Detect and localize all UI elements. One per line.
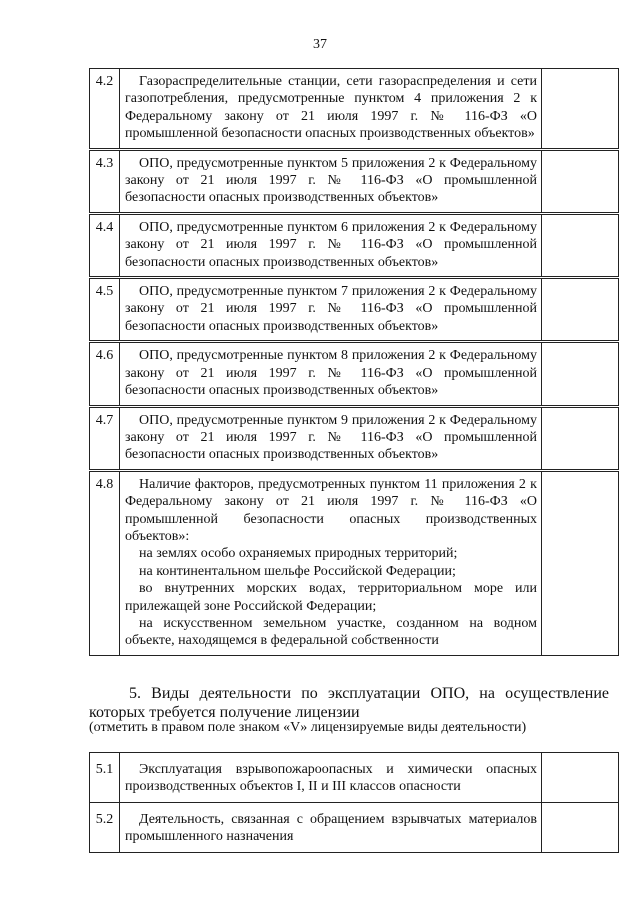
table-row: [90, 753, 619, 803]
mark-cell[interactable]: [542, 342, 619, 406]
row-number: 4.3: [90, 149, 120, 213]
row-number: 4.4: [90, 213, 120, 277]
row-text: ОПО, предусмотренные пунктом 5 приложения 2 к Федеральному закону от 21 июля 1997 г. № 116-ФЗ «О промышленной безопасности опасных производственных объектов»: [120, 149, 542, 213]
table-row: [90, 470, 619, 655]
row-number: 4.8: [90, 470, 120, 655]
row-number: 4.2: [90, 69, 120, 150]
mark-cell[interactable]: [542, 802, 619, 852]
table-row: [90, 69, 619, 150]
mark-cell[interactable]: [542, 753, 619, 803]
row-text: ОПО, предусмотренные пунктом 8 приложения 2 к Федеральному закону от 21 июля 1997 г. № 116-ФЗ «О промышленной безопасности опасных производственных объектов»: [120, 342, 542, 406]
row-text: Эксплуатация взрывопожароопасных и химически опасных производственных объектов I, II и III классов опасности: [120, 753, 542, 803]
table-row: [90, 213, 619, 277]
licensed-activities-table: [89, 752, 619, 853]
mark-cell[interactable]: [542, 213, 619, 277]
row-subitem: на землях особо охраняемых природных территорий;: [139, 546, 458, 562]
row-number: 5.2: [90, 802, 120, 852]
mark-cell[interactable]: [542, 470, 619, 655]
section-note: (отметить в правом поле знаком «V» лицензируемые виды деятельности): [89, 720, 527, 735]
mark-cell[interactable]: [542, 406, 619, 470]
mark-cell[interactable]: [542, 69, 619, 150]
row-number: 4.7: [90, 406, 120, 470]
row-subitem: на искусственном земельном участке, созданном на водном объекте, находящемся в федеральной собственности: [125, 615, 537, 649]
row-number: 5.1: [90, 753, 120, 803]
table-row: [90, 278, 619, 342]
page-number: 37: [313, 37, 327, 52]
row-text: Деятельность, связанная с обращением взрывчатых материалов промышленного назначения: [120, 802, 542, 852]
row-number: 4.5: [90, 278, 120, 342]
table-row: [90, 149, 619, 213]
row-text-intro: Наличие факторов, предусмотренных пунктом 11 приложения 2 к Федеральному закону от 21 июля 1997 г. № 116-ФЗ «О промышленной безопасности опасных производственных объектов»:: [125, 476, 537, 544]
row-text: ОПО, предусмотренные пунктом 7 приложения 2 к Федеральному закону от 21 июля 1997 г. № 116-ФЗ «О промышленной безопасности опасных производственных объектов»: [120, 278, 542, 342]
license-objects-table: [89, 68, 619, 656]
row-text: Газораспределительные станции, сети газораспределения и сети газопотребления, предусмотренные пунктом 4 приложения 2 к Федеральному закону от 21 июля 1997 г. № 116-ФЗ «О промышленной безопасности опасных производственных объектов»: [120, 69, 542, 150]
mark-cell[interactable]: [542, 149, 619, 213]
section-heading-text: 5. Виды деятельности по эксплуатации ОПО, на осуществление которых требуется получение лицензии: [89, 685, 609, 721]
section-heading: [89, 684, 609, 722]
row-text: ОПО, предусмотренные пунктом 9 приложения 2 к Федеральному закону от 21 июля 1997 г. № 116-ФЗ «О промышленной безопасности опасных производственных объектов»: [120, 406, 542, 470]
table-row: [90, 342, 619, 406]
row-subitem: на континентальном шельфе Российской Федерации;: [139, 563, 456, 579]
table-row: [90, 406, 619, 470]
row-text: ОПО, предусмотренные пунктом 6 приложения 2 к Федеральному закону от 21 июля 1997 г. № 116-ФЗ «О промышленной безопасности опасных производственных объектов»: [120, 213, 542, 277]
row-text: [120, 470, 542, 655]
mark-cell[interactable]: [542, 278, 619, 342]
table-row: [90, 802, 619, 852]
row-subitem: во внутренних морских водах, территориальном море или прилежащей зоне Российской Федерации;: [125, 581, 537, 614]
row-number: 4.6: [90, 342, 120, 406]
